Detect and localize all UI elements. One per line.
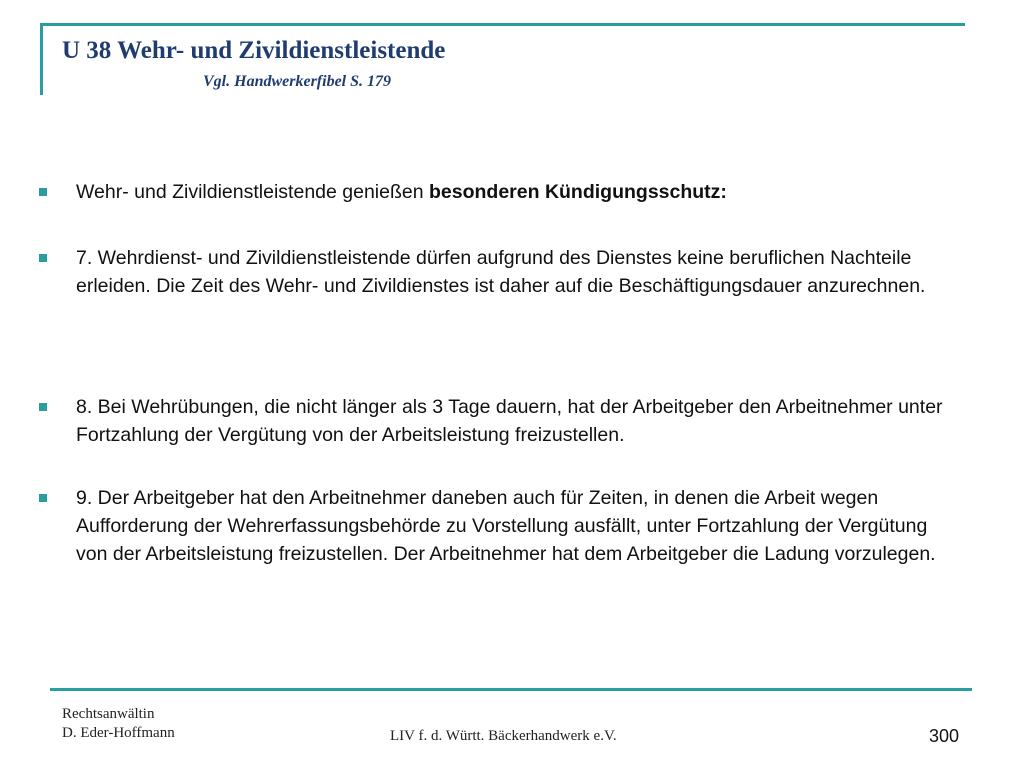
square-bullet-icon (39, 254, 47, 262)
bullet-text: 7. Wehrdienst- und Zivildienstleistende dürfen aufgrund des Dienstes keine beruflichen Nachteile erleiden. Die Zeit des Wehr- und Zivildienstes ist daher auf die Beschäftigungsdauer anzurechnen. (76, 247, 926, 297)
bullet-text: Wehr- und Zivildienstleistende genießen (76, 181, 429, 203)
square-bullet-icon (39, 403, 47, 411)
square-bullet-icon (39, 188, 47, 196)
slide-subtitle: Vgl. Handwerkerfibel S. 179 (203, 73, 392, 90)
bullet-item (76, 178, 956, 206)
bullet-item (76, 393, 956, 449)
square-bullet-icon (39, 494, 47, 502)
footer-rule (50, 688, 972, 691)
bullet-text: 8. Bei Wehrübungen, die nicht länger als 3 Tage dauern, hat der Arbeitgeber den Arbeitnehmer unter Fortzahlung der Vergütung von der Arbeitsleistung freizustellen. (76, 396, 943, 446)
bullet-bold-text: besonderen Kündigungsschutz: (429, 181, 727, 203)
bullet-text: 9. Der Arbeitgeber hat den Arbeitnehmer daneben auch für Zeiten, in denen die Arbeit wegen Aufforderung der Wehrerfassungsbehörde zu Vorstellung ausfällt, unter Fortzahlung der Vergütung von der Arbeitsleistung freizustellen. Der Arbeitnehmer hat dem Arbeitgeber die Ladung vorzulegen. (76, 487, 936, 565)
footer-author-title: Rechtsanwältin (62, 706, 155, 722)
footer-author-name: D. Eder-Hoffmann (62, 725, 175, 741)
bullet-item (76, 244, 956, 300)
footer-author (62, 705, 175, 743)
bullet-item (76, 484, 956, 568)
page-number: 300 (929, 726, 960, 746)
footer-organization: LIV f. d. Württ. Bäckerhandwerk e.V. (390, 728, 617, 744)
slide-title: U 38 Wehr- und Zivildienstleistende (62, 37, 446, 64)
